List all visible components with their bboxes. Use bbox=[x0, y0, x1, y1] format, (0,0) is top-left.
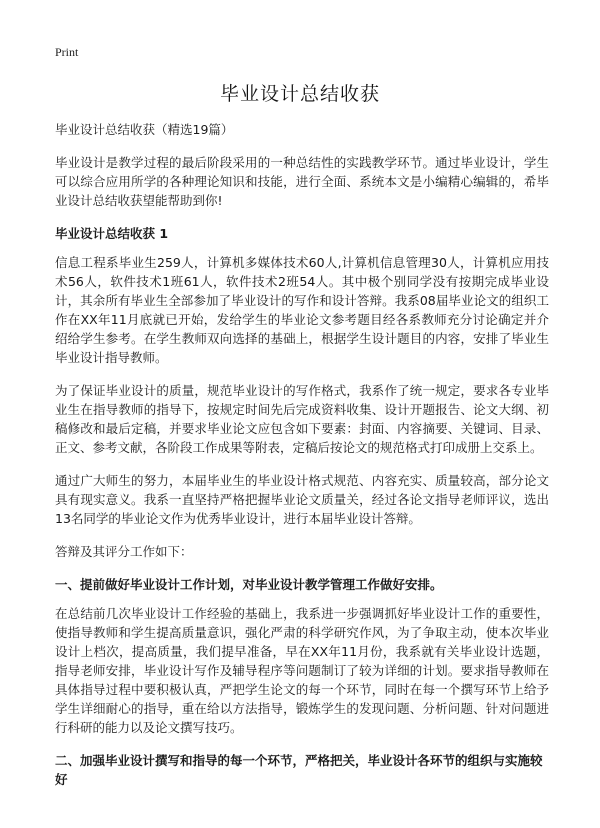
subheading-1-paragraph: 在总结前几次毕业设计工作经验的基础上，我系进一步强调抓好毕业设计工作的重要性，使指导教师和学生提高质量意识，强化严肃的科学研究作风，为了争取主动，使本次毕业设计上档次，提高质量，我们提早准备，早在XX年11月份，我系就有关毕业设计选题，指导老师安排，毕业设计写作及辅导程序等问题制订了较为详细的计划。要求指导教师在具体指导过程中要积极认真，严把学生论文的每一个环节，同时在每一个撰写环节上给予学生详细耐心的指导，重在给以方法指导，锻炼学生的发现问题、分析问题、针对问题进行科研的能力以及论文撰写技巧。 bbox=[55, 606, 549, 735]
subheading-2: 二、加强毕业设计撰写和指导的每一个环节，严格把关，毕业设计各环节的组织与实施较好 bbox=[55, 753, 543, 787]
section1-paragraph-4: 答辩及其评分工作如下： bbox=[55, 544, 193, 559]
section1-paragraph-3: 通过广大师生的努力，本届毕业生的毕业设计格式规范、内容充实、质量较高，部分论文具有现实意义。我系一直坚持严格把握毕业论文质量关，经过各论文指导老师评议，选出13名同学的毕业论文作为优秀毕业设计，进行本届毕业设计答辩。 bbox=[55, 473, 549, 526]
page-title: 毕业设计总结收获 bbox=[219, 83, 380, 105]
article-body bbox=[55, 120, 549, 799]
section1-paragraph-2: 为了保证毕业设计的质量，规范毕业设计的写作格式，我系作了统一规定，要求各专业毕业生在指导教师的指导下，按规定时间先后完成资料收集、设计开题报告、论文大纲、初稿修改和最后定稿，并要求毕业论文应包含如下要素：封面、内容摘要、关键词、目录、正文、参考文献，各阶段工作成果等附表，定稿后按论文的规范格式打印成册上交系上。 bbox=[55, 383, 549, 455]
intro-paragraph: 毕业设计是教学过程的最后阶段采用的一种总结性的实践教学环节。通过毕业设计，学生可以综合应用所学的各种理论知识和技能，进行全面、系统本文是小编精心编辑的，希毕业设计总结收获望能帮助到你! bbox=[55, 155, 549, 208]
print-link[interactable]: Print bbox=[55, 45, 79, 59]
section1-paragraph-1: 信息工程系毕业生259人，计算机多媒体技术60人,计算机信息管理30人，计算机应用技术56人，软件技术1班61人，软件技术2班54人。其中极个别同学没有按期完成毕业设计，其余所有毕业生全部参加了毕业设计的写作和设计答辩。我系08届毕业论文的组织工作在XX年11月底就已开始，发给学生的毕业论文参考题目经各系教师充分讨论确定并介绍给学生参考。在学生教师双向选择的基础上，根据学生设计题目的内容，安排了毕业生毕业设计指导教师。 bbox=[55, 255, 549, 365]
section-heading-1: 毕业设计总结收获 1 bbox=[55, 226, 169, 241]
article-subtitle: 毕业设计总结收获（精选19篇） bbox=[55, 122, 234, 137]
subheading-1: 一、提前做好毕业设计工作计划，对毕业设计教学管理工作做好安排。 bbox=[55, 577, 443, 592]
